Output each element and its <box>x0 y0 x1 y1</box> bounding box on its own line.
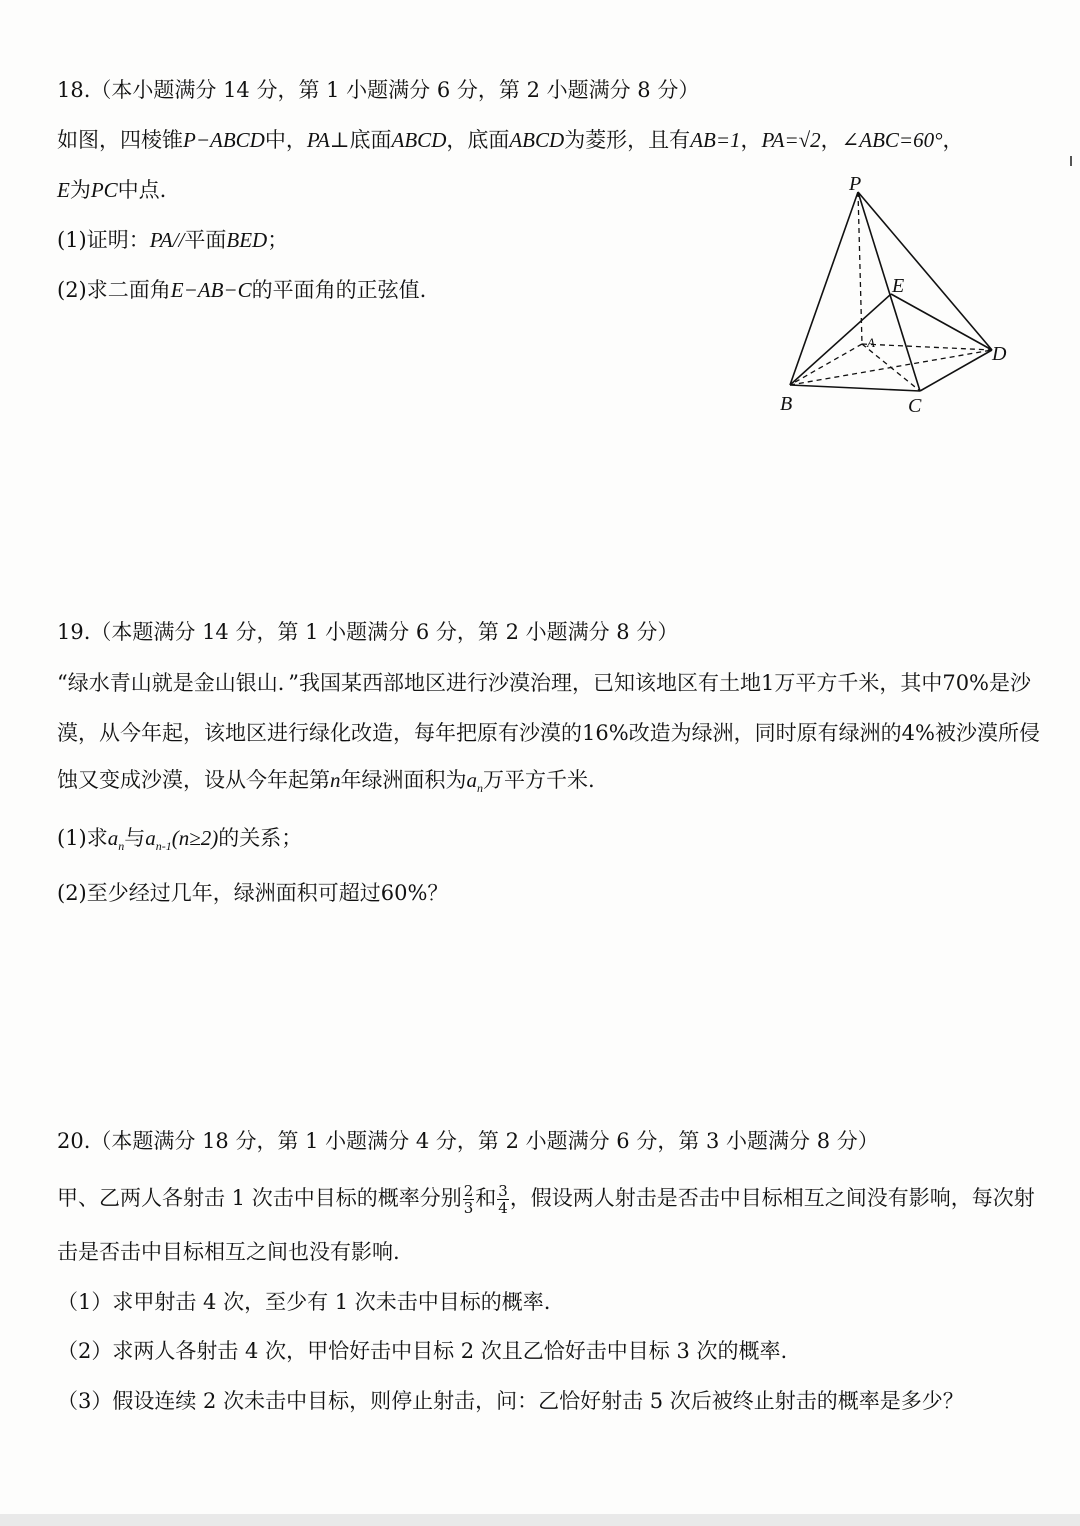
q18-part2-expr: E−AB−C <box>170 278 252 302</box>
q18-part1-suffix: ； <box>267 228 289 252</box>
q19-var-an-sub: n <box>477 781 483 796</box>
q18-stem4: ，底面 <box>446 128 510 152</box>
q20-frac1-den: 3 <box>463 1199 474 1217</box>
edge-ed <box>891 294 992 350</box>
q19-line3-b: 年绿洲面积为 <box>340 768 467 792</box>
edge-pb <box>790 192 858 385</box>
q18-var-pc: PC <box>90 178 118 202</box>
q20-frac2-den: 4 <box>498 1199 508 1217</box>
q18-part2-prefix: (2)求二面角 <box>57 278 171 302</box>
q19-part2: (2)至少经过几年，绿洲面积可超过60%？ <box>57 881 449 905</box>
q19-part1-cond: (n≥2) <box>171 826 219 850</box>
q18-stem2: 中， <box>264 128 307 152</box>
q18-stem6: ， <box>740 128 762 152</box>
q19-part1-var2: a <box>145 826 156 850</box>
q18-header: 18.（本小题满分 14 分，第 1 小题满分 6 分，第 2 小题满分 8 分） <box>57 78 700 102</box>
q19-part1-sub: n <box>118 839 125 854</box>
edge-cd <box>920 350 992 391</box>
q19-line3 <box>57 766 595 802</box>
edge-bc <box>790 385 920 391</box>
q20-line1 <box>57 1183 1035 1216</box>
q20-line1-a: 甲、乙两人各射击 1 次击中目标的概率分别 <box>57 1186 462 1210</box>
scan-edge-mark <box>1070 156 1072 166</box>
q20-part1: （1）求甲射击 4 次，至少有 1 次未击中目标的概率. <box>57 1290 551 1314</box>
q18-stem8: ， <box>942 128 964 152</box>
q20-line2: 击是否击中目标相互之间也没有影响. <box>57 1240 400 1264</box>
q18-part1-expr: PA// <box>149 228 185 252</box>
q19-var-n: n <box>330 768 341 792</box>
q18-line2-text1: 为 <box>69 178 91 202</box>
q19-line1: “绿水青山就是金山银山．”我国某西部地区进行沙漠治理，已知该地区有土地1万平方千米，其中70%是沙 <box>57 671 1032 695</box>
edge-be <box>790 294 891 385</box>
q20-frac1-num: 2 <box>463 1182 474 1200</box>
label-b: B <box>780 393 793 415</box>
q18-expr-angle: ∠ABC=60° <box>841 128 943 152</box>
q18-part1-expr2: BED <box>226 228 268 252</box>
q18-expr-pa: PA=√2 <box>761 128 821 152</box>
q18-stem-line2 <box>57 176 166 204</box>
label-e: E <box>892 275 905 297</box>
q18-stem5: 为菱形，且有 <box>564 128 691 152</box>
q18-var-e: E <box>57 178 70 202</box>
q20-part3: （3）假设连续 2 次未击中目标，则停止射击，问：乙恰好射击 5 次后被终止射击的概率是多少？ <box>57 1389 964 1413</box>
q20-frac2 <box>497 1183 509 1216</box>
q20-frac2-num: 3 <box>498 1182 508 1200</box>
q19-part1-mid: 与 <box>124 826 146 850</box>
q18-expr-pyramid: P−ABCD <box>183 128 265 152</box>
q18-stem3: 底面 <box>349 128 392 152</box>
edge-pd <box>858 192 992 350</box>
q18-expr-base: ABCD <box>391 128 447 152</box>
q20-line1-b: ，假设两人射击是否击中目标相互之间没有影响，每次射 <box>509 1186 1035 1210</box>
q18-part2-suffix: 的平面角的正弦值. <box>251 278 427 302</box>
label-d: D <box>992 343 1007 365</box>
q19-line2: 漠，从今年起，该地区进行绿化改造，每年把原有沙漠的16%改造为绿洲，同时原有绿洲的4%被沙漠所侵 <box>57 721 1040 745</box>
q18-part1 <box>57 226 288 254</box>
label-p: P <box>849 173 862 195</box>
q19-part1-sub2: n-1 <box>155 839 172 854</box>
q19-line3-a: 蚀又变成沙漠，设从今年起第 <box>57 768 330 792</box>
q18-stem-line1 <box>57 126 964 154</box>
q19-var-an: a <box>466 768 477 792</box>
edge-ad-hidden <box>862 344 992 350</box>
q18-line2-text2: 中点. <box>117 178 167 202</box>
q19-part1 <box>57 824 302 860</box>
q19-line3-c: 万平方千米. <box>483 768 595 792</box>
label-c: C <box>908 395 922 417</box>
q18-part1-mid: 平面 <box>184 228 227 252</box>
q18-expr-perp: PA⊥ <box>306 128 350 152</box>
q20-line1-and: 和 <box>475 1186 497 1210</box>
q18-expr-base2: ABCD <box>509 128 565 152</box>
q18-stem7: ， <box>820 128 842 152</box>
q20-frac1 <box>463 1183 475 1216</box>
q18-stem1: 如图，四棱锥 <box>57 128 183 152</box>
label-a: A <box>867 335 875 350</box>
q18-expr-ab: AB=1 <box>690 128 741 152</box>
edge-pc <box>858 192 920 391</box>
q19-part1-prefix: (1)求 <box>57 826 108 850</box>
pyramid-figure <box>770 172 1030 422</box>
q19-header: 19.（本题满分 14 分，第 1 小题满分 6 分，第 2 小题满分 8 分） <box>57 620 679 644</box>
q20-header: 20.（本题满分 18 分，第 1 小题满分 4 分，第 2 小题满分 6 分，第 3 小题满分 8 分） <box>57 1129 879 1153</box>
scan-bottom-strip <box>0 1514 1080 1526</box>
q19-part1-var: a <box>107 826 119 850</box>
q18-part1-prefix: (1)证明： <box>57 228 150 252</box>
q19-part1-suffix: 的关系； <box>218 826 303 850</box>
q18-part2 <box>57 276 426 304</box>
q20-part2: （2）求两人各射击 4 次，甲恰好击中目标 2 次且乙恰好击中目标 3 次的概率. <box>57 1339 788 1363</box>
